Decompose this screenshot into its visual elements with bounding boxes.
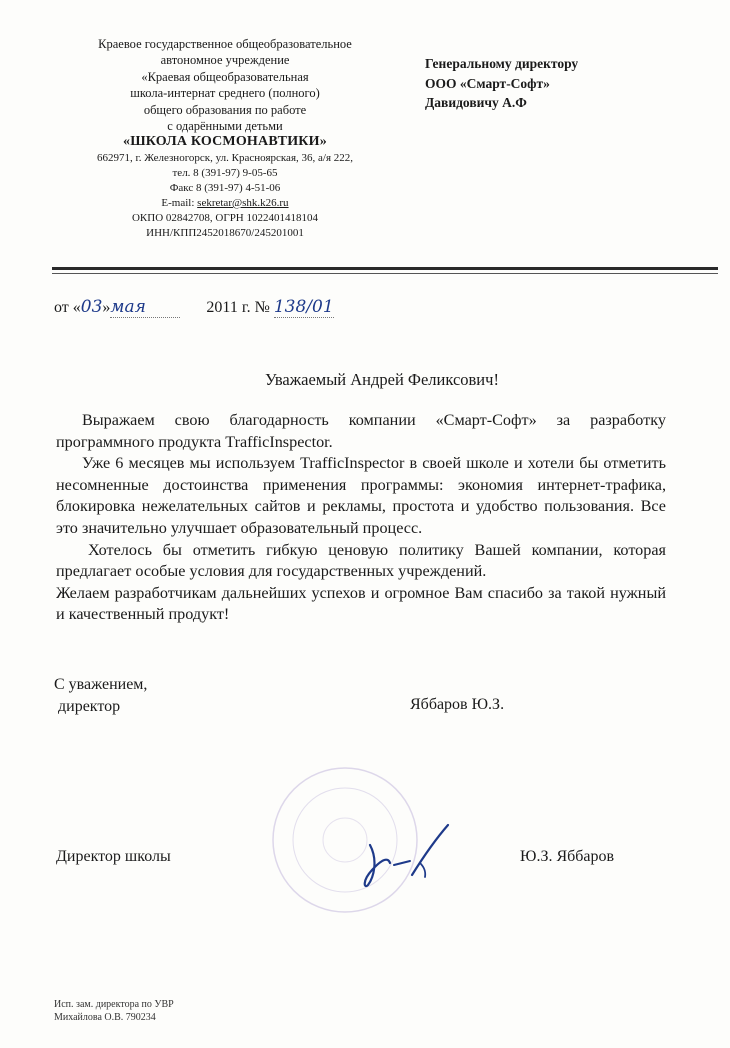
paragraph: Желаем разработчикам дальнейших успехов и огромное Вам спасибо за такой нужный и качественный продукт! bbox=[56, 583, 666, 624]
letter-number: 138/01 bbox=[273, 297, 334, 317]
date-day: 03 bbox=[80, 297, 103, 317]
addressee-line: ООО «Смарт-Софт» bbox=[425, 75, 550, 91]
handwritten-signature bbox=[350, 815, 470, 900]
org-okpo: ОКПО 02842708, ОГРН 1022401418104 bbox=[131, 211, 319, 224]
addressee-line: Давидовичу А.Ф bbox=[425, 95, 527, 110]
executor-line: Исп. зам. директора по УВР bbox=[54, 999, 174, 1010]
org-line: школа-интернат среднего (полного) bbox=[130, 86, 320, 101]
greeting: Уважаемый Андрей Феликсович! bbox=[265, 370, 499, 389]
addressee bbox=[425, 54, 578, 113]
org-line: «Краевая общеобразовательная bbox=[141, 69, 309, 84]
date-year: 2011 г. № bbox=[206, 299, 270, 316]
closing-position: директор bbox=[58, 698, 121, 715]
date-line bbox=[54, 297, 334, 318]
org-line: общего образования по работе bbox=[143, 102, 307, 117]
date-prefix: от « bbox=[54, 299, 81, 316]
org-email-label: E-mail: bbox=[161, 196, 195, 209]
header-rule-thin bbox=[52, 273, 718, 274]
date-mid: » bbox=[102, 299, 111, 316]
signatory-position-2: Директор школы bbox=[56, 848, 171, 865]
org-fax: Факс 8 (391-97) 4-51-06 bbox=[169, 181, 281, 194]
executor-line: Михайлова О.В. 790234 bbox=[54, 1012, 156, 1023]
date-month: мая bbox=[110, 297, 180, 318]
org-inn: ИНН/КПП2452018670/245201001 bbox=[146, 226, 304, 239]
addressee-line: Генеральному директору bbox=[425, 56, 579, 71]
signatory-name-2: Ю.З. Яббаров bbox=[520, 848, 615, 865]
org-email-link[interactable]: sekretar@shk.k26.ru bbox=[197, 196, 289, 209]
letterhead-org bbox=[40, 36, 410, 241]
executor-note bbox=[54, 998, 174, 1024]
signatory-name: Яббаров Ю.З. bbox=[410, 696, 505, 713]
closing-regards: С уважением, bbox=[54, 676, 148, 693]
org-title: «ШКОЛА КОСМОНАВТИКИ» bbox=[123, 134, 327, 150]
org-address: 662971, г. Железногорск, ул. Красноярская, 36, а/я 222, bbox=[97, 151, 353, 164]
header-rule bbox=[52, 267, 718, 270]
paragraph: Уже 6 месяцев мы используем TrafficInspector в своей школе и хотели бы отметить несомненные достоинства применения программы: экономия интернет-трафика, блокировка нежелательных сайтов и рекламы, простота и удобство пользования. Все это значительно улучшает образовательный процесс. bbox=[56, 454, 666, 537]
org-phone: тел. 8 (391-97) 9-05-65 bbox=[172, 166, 278, 179]
letter-body bbox=[56, 410, 666, 626]
paragraph: Выражаем свою благодарность компании «Смарт-Софт» за разработку программного продукта TrafficInspector. bbox=[56, 411, 666, 451]
org-email bbox=[40, 196, 410, 211]
org-line: с одарёнными детьми bbox=[167, 119, 283, 134]
org-line: автономное учреждение bbox=[160, 53, 290, 68]
org-line: Краевое государственное общеобразовательное bbox=[98, 37, 352, 51]
paragraph: Хотелось бы отметить гибкую ценовую политику Вашей компании, которая предлагает особые условия для государственных учреждений. bbox=[56, 540, 666, 581]
closing bbox=[54, 674, 147, 718]
